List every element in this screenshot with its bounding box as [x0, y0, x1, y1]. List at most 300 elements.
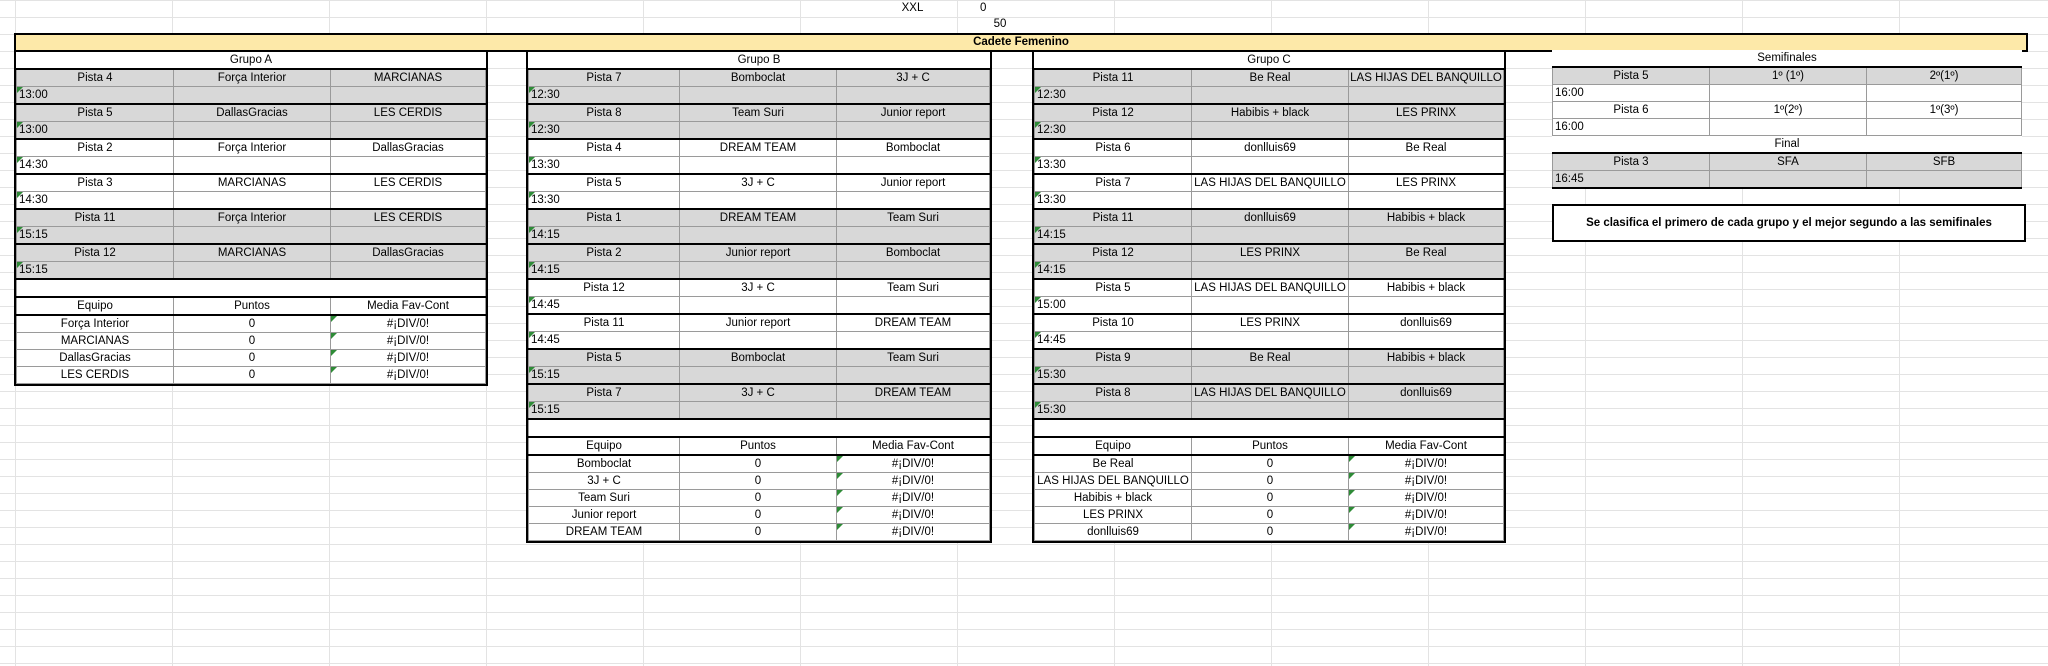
standings-points[interactable]: 0: [174, 367, 331, 384]
home-score-cell[interactable]: [174, 122, 331, 140]
standings-header[interactable]: Puntos: [174, 297, 331, 315]
standings-team[interactable]: LES PRINX: [1035, 507, 1192, 524]
home-team-cell[interactable]: DallasGracias: [174, 104, 331, 122]
pista-cell[interactable]: Pista 4: [17, 69, 174, 87]
away-team-cell[interactable]: 1º(3º): [1867, 102, 2022, 119]
pista-cell[interactable]: Pista 12: [1035, 104, 1192, 122]
group-title[interactable]: Grupo B: [529, 52, 990, 69]
home-team-cell[interactable]: LAS HIJAS DEL BANQUILLO: [1192, 174, 1349, 192]
standings-average[interactable]: #¡DIV/0!: [331, 367, 486, 384]
home-score-cell[interactable]: [1710, 85, 1867, 102]
spacer-cell[interactable]: [17, 279, 486, 297]
match-time-row: [1035, 122, 1504, 140]
standings-average[interactable]: #¡DIV/0!: [837, 524, 990, 541]
home-team-cell[interactable]: MARCIANAS: [174, 244, 331, 262]
away-team-cell[interactable]: DallasGracias: [331, 244, 486, 262]
standings-points[interactable]: 0: [174, 350, 331, 367]
standings-header[interactable]: Media Fav-Cont: [1349, 437, 1504, 455]
away-team-cell[interactable]: Habibis + black: [1349, 279, 1504, 297]
pista-cell[interactable]: Pista 12: [1035, 244, 1192, 262]
standings-team[interactable]: LES CERDIS: [17, 367, 174, 384]
away-team-cell[interactable]: Junior report: [837, 174, 990, 192]
match-row: [17, 209, 486, 227]
grupo-b-block: [526, 50, 992, 543]
standings-row: [17, 350, 486, 367]
time-cell[interactable]: 14:45: [1035, 332, 1192, 350]
standings-row: [17, 333, 486, 350]
time-cell[interactable]: 14:45: [529, 332, 680, 350]
standings-points[interactable]: 0: [174, 315, 331, 333]
time-cell[interactable]: 15:30: [1035, 402, 1192, 420]
time-cell[interactable]: 14:30: [17, 192, 174, 210]
standings-points[interactable]: 0: [1192, 473, 1349, 490]
away-team-cell[interactable]: 2º(1º): [1867, 67, 2022, 85]
time-cell[interactable]: 12:30: [1035, 122, 1192, 140]
away-score-cell[interactable]: [1349, 87, 1504, 105]
home-score-cell[interactable]: [1192, 332, 1349, 350]
away-score-cell[interactable]: [331, 227, 486, 245]
pista-cell[interactable]: Pista 7: [1035, 174, 1192, 192]
time-cell[interactable]: 12:30: [1035, 87, 1192, 105]
pista-cell[interactable]: Pista 3: [17, 174, 174, 192]
match-time-row: [529, 367, 990, 385]
standings-team[interactable]: Be Real: [1035, 455, 1192, 473]
standings-row: [529, 524, 990, 541]
home-team-cell[interactable]: donlluis69: [1192, 209, 1349, 227]
away-team-cell[interactable]: LES CERDIS: [331, 174, 486, 192]
standings-team[interactable]: Junior report: [529, 507, 680, 524]
standings-row: [529, 507, 990, 524]
standings-average[interactable]: #¡DIV/0!: [1349, 473, 1504, 490]
standings-team[interactable]: Bomboclat: [529, 455, 680, 473]
pista-cell[interactable]: Pista 12: [17, 244, 174, 262]
pista-cell[interactable]: Pista 6: [1035, 139, 1192, 157]
home-score-cell[interactable]: [174, 192, 331, 210]
away-team-cell[interactable]: Habibis + black: [1349, 209, 1504, 227]
standings-header[interactable]: Equipo: [1035, 437, 1192, 455]
away-team-cell[interactable]: Be Real: [1349, 139, 1504, 157]
away-team-cell[interactable]: Bomboclat: [837, 139, 990, 157]
pista-cell[interactable]: Pista 11: [529, 314, 680, 332]
semifinales-table: [1552, 50, 2022, 189]
pista-cell[interactable]: Pista 8: [1035, 384, 1192, 402]
time-cell[interactable]: 16:45: [1553, 171, 1710, 189]
away-score-cell[interactable]: [837, 297, 990, 315]
standings-row: [1035, 507, 1504, 524]
pista-cell[interactable]: Pista 12: [529, 279, 680, 297]
time-cell[interactable]: 12:30: [529, 87, 680, 105]
time-cell[interactable]: 15:15: [529, 402, 680, 420]
away-team-cell[interactable]: donlluis69: [1349, 384, 1504, 402]
away-team-cell[interactable]: LES CERDIS: [331, 209, 486, 227]
away-team-cell[interactable]: MARCIANAS: [331, 69, 486, 87]
home-team-cell[interactable]: Bomboclat: [680, 69, 837, 87]
match-time-row: [1035, 402, 1504, 420]
home-score-cell[interactable]: [1192, 87, 1349, 105]
match-row: [17, 174, 486, 192]
standings-header[interactable]: Puntos: [680, 437, 837, 455]
time-cell[interactable]: 15:30: [1035, 367, 1192, 385]
standings-team[interactable]: donlluis69: [1035, 524, 1192, 541]
standings-header-row: [1035, 437, 1504, 455]
home-score-cell[interactable]: [174, 262, 331, 280]
standings-team[interactable]: Habibis + black: [1035, 490, 1192, 507]
match-time-row: [17, 227, 486, 245]
standings-header-row: [529, 437, 990, 455]
home-team-cell[interactable]: LAS HIJAS DEL BANQUILLO: [1192, 384, 1349, 402]
home-score-cell[interactable]: [680, 87, 837, 105]
away-score-cell[interactable]: [837, 227, 990, 245]
standings-points[interactable]: 0: [680, 473, 837, 490]
match-time-row: [1035, 297, 1504, 315]
home-score-cell[interactable]: [1192, 367, 1349, 385]
final-title[interactable]: Final: [1553, 136, 2022, 154]
group-title[interactable]: Grupo C: [1035, 52, 1504, 69]
pista-cell[interactable]: Pista 5: [17, 104, 174, 122]
home-team-cell[interactable]: LAS HIJAS DEL BANQUILLO: [1192, 279, 1349, 297]
match-row: [1035, 384, 1504, 402]
home-score-cell[interactable]: [680, 402, 837, 420]
pista-cell[interactable]: Pista 5: [529, 349, 680, 367]
away-score-cell[interactable]: [1349, 367, 1504, 385]
match-row: [529, 279, 990, 297]
away-score-cell[interactable]: [1349, 332, 1504, 350]
away-team-cell[interactable]: LES PRINX: [1349, 174, 1504, 192]
pista-cell[interactable]: Pista 6: [1553, 102, 1710, 119]
home-team-cell[interactable]: Força Interior: [174, 139, 331, 157]
match-time-row: [17, 262, 486, 280]
home-score-cell[interactable]: [1192, 262, 1349, 280]
away-team-cell[interactable]: Team Suri: [837, 279, 990, 297]
match-time-row: [1035, 262, 1504, 280]
away-team-cell[interactable]: Junior report: [837, 104, 990, 122]
standings-average[interactable]: #¡DIV/0!: [331, 315, 486, 333]
pista-cell[interactable]: Pista 9: [1035, 349, 1192, 367]
standings-points[interactable]: 0: [680, 507, 837, 524]
away-score-cell[interactable]: [1867, 85, 2022, 102]
pista-cell[interactable]: Pista 4: [529, 139, 680, 157]
away-score-cell[interactable]: [837, 402, 990, 420]
grupo-c-table: [1034, 52, 1504, 541]
standings-team[interactable]: 3J + C: [529, 473, 680, 490]
time-cell[interactable]: 13:00: [17, 87, 174, 105]
home-team-cell[interactable]: DREAM TEAM: [680, 209, 837, 227]
away-team-cell[interactable]: donlluis69: [1349, 314, 1504, 332]
standings-team[interactable]: MARCIANAS: [17, 333, 174, 350]
semifinal-time-row: [1553, 85, 2022, 102]
match-time-row: [1035, 87, 1504, 105]
away-team-cell[interactable]: LAS HIJAS DEL BANQUILLO: [1349, 69, 1504, 87]
home-score-cell[interactable]: [1192, 402, 1349, 420]
match-time-row: [17, 87, 486, 105]
standings-points[interactable]: 0: [1192, 507, 1349, 524]
away-score-cell[interactable]: [331, 262, 486, 280]
standings-header[interactable]: Equipo: [529, 437, 680, 455]
standings-points[interactable]: 0: [680, 455, 837, 473]
spacer-cell[interactable]: [529, 419, 990, 437]
time-cell[interactable]: 15:15: [529, 367, 680, 385]
standings-header[interactable]: Media Fav-Cont: [837, 437, 990, 455]
standings-header[interactable]: Media Fav-Cont: [331, 297, 486, 315]
spacer-cell[interactable]: [1035, 419, 1504, 437]
pista-cell[interactable]: Pista 8: [529, 104, 680, 122]
home-team-cell[interactable]: donlluis69: [1192, 139, 1349, 157]
pista-cell[interactable]: Pista 5: [1553, 67, 1710, 85]
home-score-cell[interactable]: [680, 157, 837, 175]
standings-team[interactable]: Força Interior: [17, 315, 174, 333]
standings-average[interactable]: #¡DIV/0!: [1349, 524, 1504, 541]
home-score-cell[interactable]: [680, 192, 837, 210]
match-row: [1035, 244, 1504, 262]
match-row: [17, 69, 486, 87]
home-score-cell[interactable]: [680, 227, 837, 245]
standings-row: [1035, 473, 1504, 490]
away-score-cell[interactable]: [1349, 297, 1504, 315]
match-row: [529, 349, 990, 367]
home-team-cell[interactable]: Habibis + black: [1192, 104, 1349, 122]
standings-team[interactable]: DREAM TEAM: [529, 524, 680, 541]
time-cell[interactable]: 14:45: [529, 297, 680, 315]
semifinales-block: [1552, 50, 2022, 189]
away-score-cell[interactable]: [1349, 157, 1504, 175]
away-team-cell[interactable]: 3J + C: [837, 69, 990, 87]
away-score-cell[interactable]: [331, 157, 486, 175]
home-team-cell[interactable]: Junior report: [680, 314, 837, 332]
time-cell[interactable]: 13:30: [1035, 192, 1192, 210]
home-score-cell[interactable]: [1192, 297, 1349, 315]
home-team-cell[interactable]: MARCIANAS: [174, 174, 331, 192]
pista-cell[interactable]: Pista 3: [1553, 153, 1710, 171]
pista-cell[interactable]: Pista 10: [1035, 314, 1192, 332]
time-cell[interactable]: 15:15: [17, 262, 174, 280]
top-value-0[interactable]: 0: [980, 2, 987, 14]
standings-points[interactable]: 0: [1192, 490, 1349, 507]
standings-team[interactable]: DallasGracias: [17, 350, 174, 367]
standings-row: [529, 473, 990, 490]
away-score-cell[interactable]: [1349, 227, 1504, 245]
home-score-cell[interactable]: [680, 367, 837, 385]
home-score-cell[interactable]: [1710, 119, 1867, 136]
home-team-cell[interactable]: Be Real: [1192, 349, 1349, 367]
match-time-row: [17, 122, 486, 140]
away-score-cell[interactable]: [1867, 171, 2022, 189]
match-time-row: [529, 227, 990, 245]
match-time-row: [529, 157, 990, 175]
match-row: [1035, 104, 1504, 122]
home-team-cell[interactable]: 3J + C: [680, 174, 837, 192]
standings-average[interactable]: #¡DIV/0!: [1349, 490, 1504, 507]
away-score-cell[interactable]: [1867, 119, 2022, 136]
pista-cell[interactable]: Pista 5: [529, 174, 680, 192]
top-label-xxl[interactable]: XXL: [901, 2, 924, 14]
match-row: [529, 69, 990, 87]
standings-header[interactable]: Equipo: [17, 297, 174, 315]
match-time-row: [17, 157, 486, 175]
standings-average[interactable]: #¡DIV/0!: [331, 333, 486, 350]
standings-points[interactable]: 0: [1192, 524, 1349, 541]
away-score-cell[interactable]: [837, 157, 990, 175]
spacer-row: [529, 419, 990, 437]
pista-cell[interactable]: Pista 7: [529, 69, 680, 87]
pista-cell[interactable]: Pista 1: [529, 209, 680, 227]
home-score-cell[interactable]: [1192, 192, 1349, 210]
category-banner[interactable]: Cadete Femenino: [14, 33, 2028, 52]
home-score-cell[interactable]: [680, 262, 837, 280]
standings-row: [1035, 455, 1504, 473]
standings-team[interactable]: Team Suri: [529, 490, 680, 507]
pista-cell[interactable]: Pista 2: [17, 139, 174, 157]
home-score-cell[interactable]: [1192, 227, 1349, 245]
time-cell[interactable]: 13:00: [17, 122, 174, 140]
home-score-cell[interactable]: [174, 87, 331, 105]
away-score-cell[interactable]: [837, 122, 990, 140]
time-cell[interactable]: 14:15: [1035, 227, 1192, 245]
match-time-row: [1035, 367, 1504, 385]
standings-average[interactable]: #¡DIV/0!: [837, 507, 990, 524]
match-row: [529, 104, 990, 122]
time-cell[interactable]: 14:15: [529, 262, 680, 280]
away-score-cell[interactable]: [837, 192, 990, 210]
away-team-cell[interactable]: Habibis + black: [1349, 349, 1504, 367]
home-score-cell[interactable]: [1710, 171, 1867, 189]
grupo-b-table: [528, 52, 990, 541]
standings-average[interactable]: #¡DIV/0!: [331, 350, 486, 367]
standings-points[interactable]: 0: [680, 490, 837, 507]
standings-row: [1035, 490, 1504, 507]
match-row: [1035, 139, 1504, 157]
standings-row: [17, 315, 486, 333]
time-cell[interactable]: 14:30: [17, 157, 174, 175]
time-cell[interactable]: 15:15: [17, 227, 174, 245]
away-score-cell[interactable]: [331, 122, 486, 140]
time-cell[interactable]: 16:00: [1553, 119, 1710, 136]
spacer-row: [1035, 419, 1504, 437]
standings-header[interactable]: Puntos: [1192, 437, 1349, 455]
final-time-row: [1553, 171, 2022, 189]
away-team-cell[interactable]: DREAM TEAM: [837, 384, 990, 402]
away-score-cell[interactable]: [1349, 192, 1504, 210]
away-team-cell[interactable]: DallasGracias: [331, 139, 486, 157]
semifinales-title[interactable]: Semifinales: [1553, 50, 2022, 67]
match-row: [17, 139, 486, 157]
standings-average[interactable]: #¡DIV/0!: [837, 473, 990, 490]
time-cell[interactable]: 14:15: [529, 227, 680, 245]
group-title[interactable]: Grupo A: [17, 52, 486, 69]
away-team-cell[interactable]: LES CERDIS: [331, 104, 486, 122]
home-score-cell[interactable]: [680, 297, 837, 315]
standings-row: [1035, 524, 1504, 541]
home-team-cell[interactable]: LES PRINX: [1192, 314, 1349, 332]
home-team-cell[interactable]: 3J + C: [680, 279, 837, 297]
pista-cell[interactable]: Pista 2: [529, 244, 680, 262]
away-team-cell[interactable]: Be Real: [1349, 244, 1504, 262]
home-score-cell[interactable]: [680, 332, 837, 350]
home-team-cell[interactable]: DREAM TEAM: [680, 139, 837, 157]
home-score-cell[interactable]: [1192, 157, 1349, 175]
away-score-cell[interactable]: [837, 332, 990, 350]
away-team-cell[interactable]: Team Suri: [837, 349, 990, 367]
home-score-cell[interactable]: [680, 122, 837, 140]
time-cell[interactable]: 13:30: [1035, 157, 1192, 175]
home-team-cell[interactable]: 3J + C: [680, 384, 837, 402]
home-team-cell[interactable]: Força Interior: [174, 209, 331, 227]
top-value-50[interactable]: 50: [993, 18, 1007, 30]
time-cell[interactable]: 15:00: [1035, 297, 1192, 315]
match-row: [529, 244, 990, 262]
away-score-cell[interactable]: [837, 367, 990, 385]
away-score-cell[interactable]: [1349, 122, 1504, 140]
home-team-cell[interactable]: LES PRINX: [1192, 244, 1349, 262]
home-score-cell[interactable]: [1192, 122, 1349, 140]
away-score-cell[interactable]: [1349, 402, 1504, 420]
match-row: [529, 384, 990, 402]
home-team-cell[interactable]: Be Real: [1192, 69, 1349, 87]
match-row: [1035, 314, 1504, 332]
away-team-cell[interactable]: Team Suri: [837, 209, 990, 227]
away-team-cell[interactable]: LES PRINX: [1349, 104, 1504, 122]
away-score-cell[interactable]: [331, 192, 486, 210]
home-team-cell[interactable]: 1º(2º): [1710, 102, 1867, 119]
match-time-row: [1035, 157, 1504, 175]
pista-cell[interactable]: Pista 11: [1035, 69, 1192, 87]
standings-average[interactable]: #¡DIV/0!: [837, 490, 990, 507]
away-team-cell[interactable]: SFB: [1867, 153, 2022, 171]
time-cell[interactable]: 13:30: [529, 192, 680, 210]
grupo-a-table: [16, 52, 486, 384]
standings-average[interactable]: #¡DIV/0!: [1349, 455, 1504, 473]
away-team-cell[interactable]: Bomboclat: [837, 244, 990, 262]
pista-cell[interactable]: Pista 11: [1035, 209, 1192, 227]
away-score-cell[interactable]: [331, 87, 486, 105]
standings-points[interactable]: 0: [1192, 455, 1349, 473]
home-team-cell[interactable]: Junior report: [680, 244, 837, 262]
home-team-cell[interactable]: 1º (1º): [1710, 67, 1867, 85]
final-title-row: [1553, 136, 2022, 154]
group-title-row: [17, 52, 486, 69]
standings-points[interactable]: 0: [174, 333, 331, 350]
home-team-cell[interactable]: Força Interior: [174, 69, 331, 87]
home-team-cell[interactable]: Bomboclat: [680, 349, 837, 367]
pista-cell[interactable]: Pista 11: [17, 209, 174, 227]
pista-cell[interactable]: Pista 5: [1035, 279, 1192, 297]
semifinal-time-row: [1553, 119, 2022, 136]
time-cell[interactable]: 13:30: [529, 157, 680, 175]
match-time-row: [529, 297, 990, 315]
pista-cell[interactable]: Pista 7: [529, 384, 680, 402]
home-team-cell[interactable]: Team Suri: [680, 104, 837, 122]
home-score-cell[interactable]: [174, 157, 331, 175]
semifinal-row: [1553, 67, 2022, 85]
time-cell[interactable]: 12:30: [529, 122, 680, 140]
time-cell[interactable]: 16:00: [1553, 85, 1710, 102]
standings-team[interactable]: LAS HIJAS DEL BANQUILLO: [1035, 473, 1192, 490]
away-score-cell[interactable]: [837, 87, 990, 105]
away-score-cell[interactable]: [837, 262, 990, 280]
home-team-cell[interactable]: SFA: [1710, 153, 1867, 171]
away-team-cell[interactable]: DREAM TEAM: [837, 314, 990, 332]
standings-points[interactable]: 0: [680, 524, 837, 541]
standings-average[interactable]: #¡DIV/0!: [837, 455, 990, 473]
match-time-row: [1035, 192, 1504, 210]
semifinales-title-row: [1553, 50, 2022, 67]
time-cell[interactable]: 14:15: [1035, 262, 1192, 280]
home-score-cell[interactable]: [174, 227, 331, 245]
standings-average[interactable]: #¡DIV/0!: [1349, 507, 1504, 524]
away-score-cell[interactable]: [1349, 262, 1504, 280]
qualification-note[interactable]: Se clasifica el primero de cada grupo y el mejor segundo a las semifinales: [1552, 204, 2026, 242]
match-row: [529, 314, 990, 332]
final-row: [1553, 153, 2022, 171]
